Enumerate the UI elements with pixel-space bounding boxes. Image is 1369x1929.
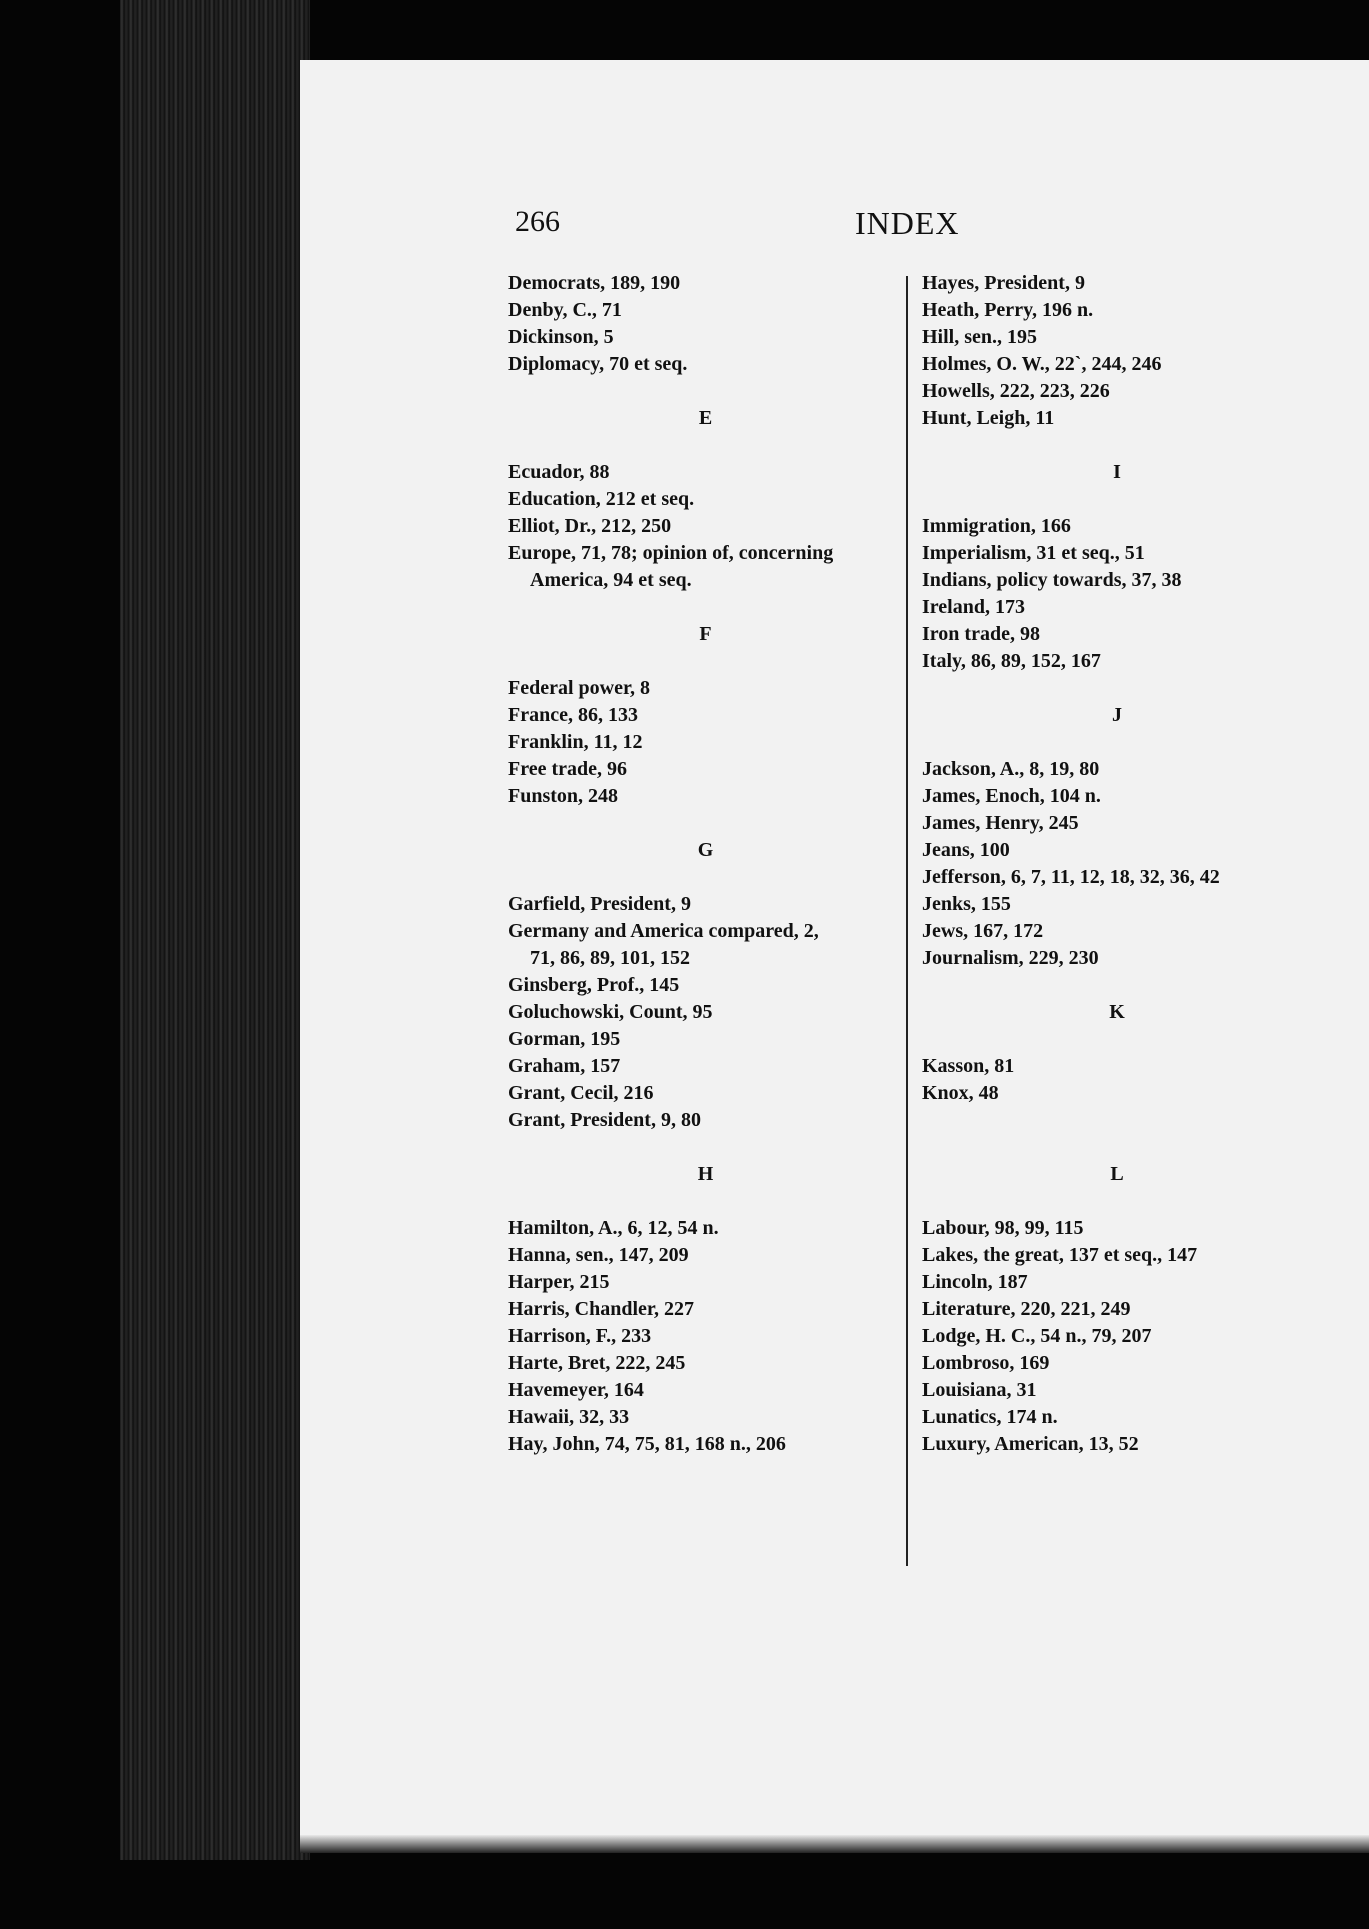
index-entry: Federal power, 8 — [508, 677, 651, 699]
index-entry: Iron trade, 98 — [922, 623, 1040, 645]
index-entry: Graham, 157 — [508, 1055, 621, 1077]
section-spacer — [922, 1107, 1312, 1134]
section-letter-heading: I — [1113, 461, 1121, 483]
page-number: 266 — [515, 205, 560, 238]
index-entry: Europe, 71, 78; opinion of, concerning — [508, 542, 834, 564]
section-spacer — [508, 432, 903, 459]
index-entry: Ginsberg, Prof., 145 — [508, 974, 680, 996]
section-letter-heading: E — [698, 407, 713, 429]
section-spacer — [922, 432, 1312, 459]
index-entry: Hay, John, 74, 75, 81, 168 n., 206 — [508, 1433, 786, 1455]
index-entry: Hayes, President, 9 — [922, 272, 1085, 294]
index-entry: Lakes, the great, 137 et seq., 147 — [922, 1244, 1198, 1266]
index-entry: Holmes, O. W., 22`, 244, 246 — [922, 353, 1162, 375]
section-letter-heading: J — [1112, 704, 1122, 726]
section-spacer — [508, 810, 903, 837]
index-column-left — [508, 270, 903, 1458]
page-bottom-edge — [300, 1835, 1369, 1853]
section-spacer — [508, 648, 903, 675]
index-entry: Jackson, A., 8, 19, 80 — [922, 758, 1100, 780]
index-entry: James, Henry, 245 — [922, 812, 1079, 834]
index-entry: Jews, 167, 172 — [922, 920, 1044, 942]
section-spacer — [508, 1134, 903, 1161]
section-spacer — [508, 864, 903, 891]
index-entry: Democrats, 189, 190 — [508, 272, 681, 294]
section-letter-heading: H — [697, 1163, 714, 1185]
section-spacer — [508, 594, 903, 621]
index-entry: Hawaii, 32, 33 — [508, 1406, 630, 1428]
index-column-right — [922, 270, 1312, 1458]
section-spacer — [922, 1026, 1312, 1053]
index-entry: Denby, C., 71 — [508, 299, 622, 321]
index-entry: Labour, 98, 99, 115 — [922, 1217, 1084, 1239]
section-spacer — [922, 1188, 1312, 1215]
index-entry: Hill, sen., 195 — [922, 326, 1038, 348]
index-entry: Havemeyer, 164 — [508, 1379, 644, 1401]
section-spacer — [922, 972, 1312, 999]
index-entry: Hamilton, A., 6, 12, 54 n. — [508, 1217, 719, 1239]
page-header — [0, 205, 1369, 245]
index-entry: Imperialism, 31 et seq., 51 — [922, 542, 1145, 564]
index-entry: Harte, Bret, 222, 245 — [508, 1352, 686, 1374]
column-divider — [906, 276, 908, 1566]
index-entry: Harper, 215 — [508, 1271, 610, 1293]
index-entry: Harris, Chandler, 227 — [508, 1298, 694, 1320]
index-entry: Heath, Perry, 196 n. — [922, 299, 1094, 321]
index-entry: Lodge, H. C., 54 n., 79, 207 — [922, 1325, 1152, 1347]
index-entry: Grant, President, 9, 80 — [508, 1109, 701, 1131]
index-entry: Franklin, 11, 12 — [508, 731, 643, 753]
index-entry: Knox, 48 — [922, 1082, 999, 1104]
index-entry: Ecuador, 88 — [508, 461, 610, 483]
index-entry: Jefferson, 6, 7, 11, 12, 18, 32, 36, 42 — [922, 866, 1220, 888]
section-spacer — [922, 729, 1312, 756]
index-entry: Germany and America compared, 2, — [508, 920, 819, 942]
index-entry: France, 86, 133 — [508, 704, 638, 726]
index-entry: Dickinson, 5 — [508, 326, 614, 348]
index-entry: Jeans, 100 — [922, 839, 1010, 861]
index-entry: Italy, 86, 89, 152, 167 — [922, 650, 1101, 672]
index-entry: Education, 212 et seq. — [508, 488, 695, 510]
index-entry: Gorman, 195 — [508, 1028, 621, 1050]
index-entry: Luxury, American, 13, 52 — [922, 1433, 1139, 1455]
index-entry: Funston, 248 — [508, 785, 619, 807]
index-entry: Grant, Cecil, 216 — [508, 1082, 654, 1104]
section-spacer — [508, 378, 903, 405]
index-entry: Kasson, 81 — [922, 1055, 1015, 1077]
book-spine-edge — [120, 0, 310, 1860]
section-letter-heading: G — [697, 839, 714, 861]
index-entry: Howells, 222, 223, 226 — [922, 380, 1110, 402]
page-title: INDEX — [855, 205, 960, 241]
index-entry-continuation: 71, 86, 89, 101, 152 — [530, 947, 690, 969]
index-entry: Garfield, President, 9 — [508, 893, 691, 915]
index-entry: Lombroso, 169 — [922, 1352, 1050, 1374]
index-entry: Hanna, sen., 147, 209 — [508, 1244, 689, 1266]
section-spacer — [922, 1134, 1312, 1161]
index-entry: James, Enoch, 104 n. — [922, 785, 1101, 807]
section-letter-heading: K — [1109, 1001, 1125, 1023]
index-entry-continuation: America, 94 et seq. — [530, 569, 692, 591]
section-letter-heading: F — [699, 623, 712, 645]
index-entry: Jenks, 155 — [922, 893, 1011, 915]
index-entry: Harrison, F., 233 — [508, 1325, 652, 1347]
index-entry: Indians, policy towards, 37, 38 — [922, 569, 1182, 591]
index-entry: Literature, 220, 221, 249 — [922, 1298, 1131, 1320]
index-entry: Journalism, 229, 230 — [922, 947, 1099, 969]
index-entry: Hunt, Leigh, 11 — [922, 407, 1055, 429]
index-entry: Free trade, 96 — [508, 758, 628, 780]
index-entry: Ireland, 173 — [922, 596, 1025, 618]
index-entry: Goluchowski, Count, 95 — [508, 1001, 713, 1023]
section-spacer — [922, 675, 1312, 702]
index-entry: Elliot, Dr., 212, 250 — [508, 515, 672, 537]
index-entry: Immigration, 166 — [922, 515, 1071, 537]
section-spacer — [508, 1188, 903, 1215]
index-entry: Lincoln, 187 — [922, 1271, 1028, 1293]
index-entry: Diplomacy, 70 et seq. — [508, 353, 688, 375]
index-entry: Lunatics, 174 n. — [922, 1406, 1058, 1428]
section-letter-heading: L — [1110, 1163, 1124, 1185]
section-spacer — [922, 486, 1312, 513]
index-entry: Louisiana, 31 — [922, 1379, 1037, 1401]
